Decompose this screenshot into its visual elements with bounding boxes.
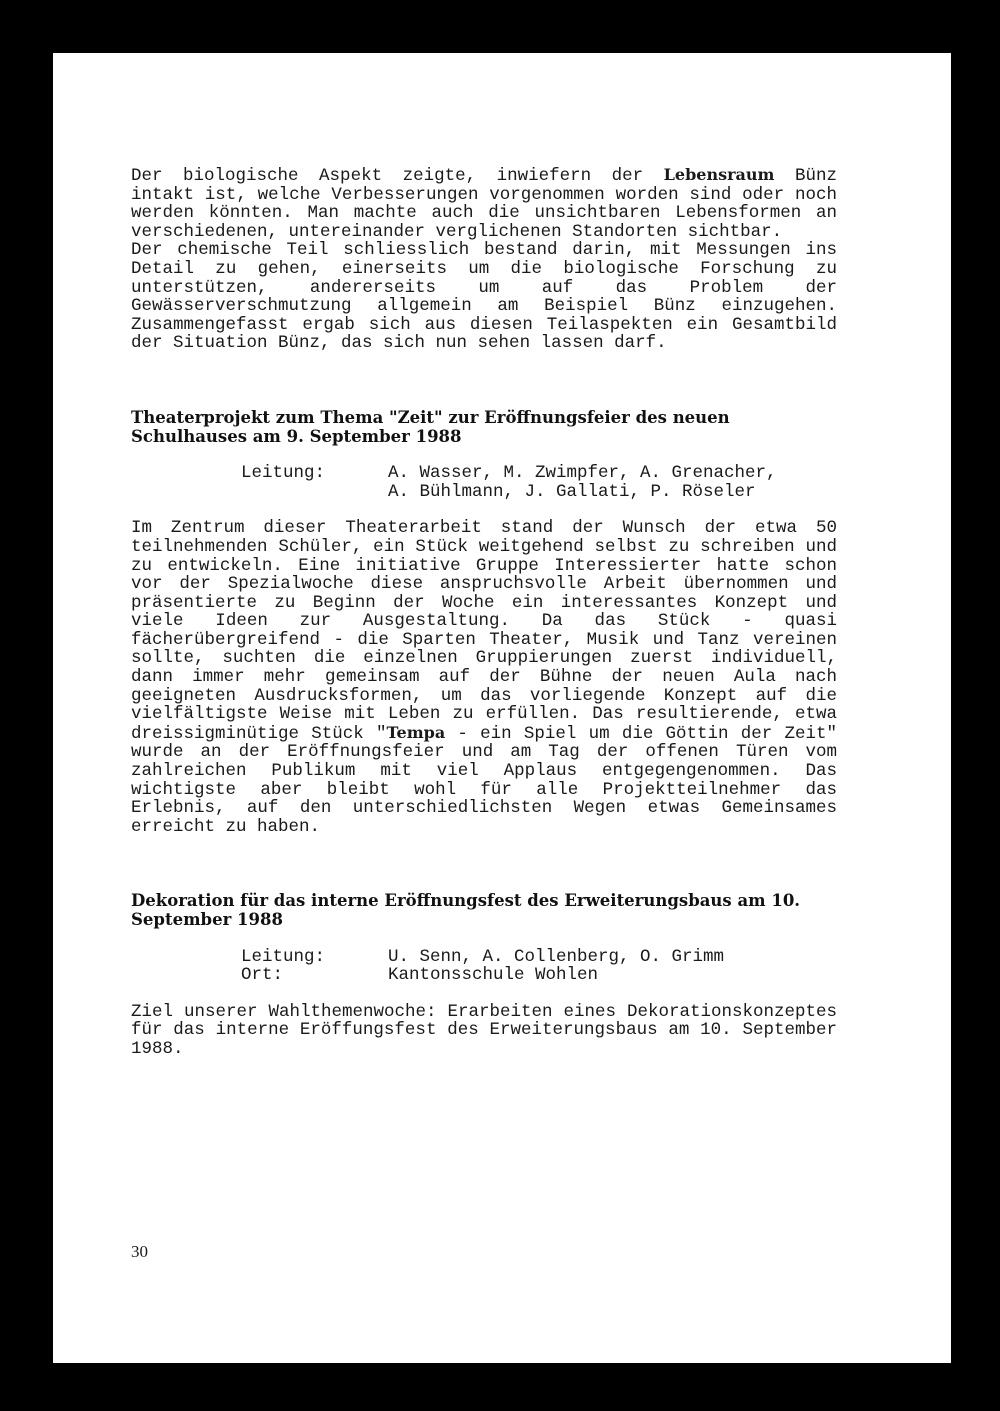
intro-paragraph-chemistry: Der chemische Teil schliesslich bestand darin, mit Messungen ins Detail zu gehen, einerseits um die biologische Forschung zu unterstützen, andererseits um auf das Problem der Gewässerverschmutzung allgemein am Beispiel Bünz einzugehen. Zusammengefasst ergab sich aus diesen Teilaspekten ein Gesamtbild der Situation Bünz, das sich nun sehen lassen darf. bbox=[131, 240, 837, 354]
intro-paragraph-biology bbox=[131, 166, 837, 241]
decoration-paragraph: Ziel unserer Wahlthemenwoche: Erarbeiten eines Dekorationskonzeptes für das interne Eröffungsfest des Erweiterungsbaus am 10. September 1988. bbox=[131, 1001, 837, 1059]
leitung-label: Leitung: bbox=[241, 946, 326, 967]
text-segment: Der biologische Aspekt zeigte, inwiefern der bbox=[131, 166, 664, 186]
leitung-value: A. Wasser, M. Zwimpfer, A. Grenacher, A. Bühlmann, J. Gallati, P. Röseler bbox=[388, 463, 777, 502]
decoration-meta bbox=[241, 948, 837, 985]
text-segment: Bünz intakt ist, welche Verbesserungen vorgenommen worden sind oder noch werden könnten. Man machte auch die unsichtbaren Lebensformen an verschiedenen, untereinander verglichenen Standorten sichtbar. bbox=[131, 166, 837, 242]
bold-term: Lebensraum bbox=[663, 165, 775, 184]
leitung-label: Leitung: bbox=[241, 463, 326, 484]
theater-paragraph bbox=[131, 519, 837, 836]
ort-value: Kantonsschule Wohlen bbox=[388, 965, 599, 986]
section-heading-decoration: Dekoration für das interne Eröffnungsfest des Erweiterungsbaus am 10. September 1988 bbox=[131, 891, 801, 929]
section-heading-theater: Theaterprojekt zum Thema "Zeit" zur Eröffnungsfeier des neuen Schulhauses am 9. September 1988 bbox=[131, 407, 730, 446]
spacer bbox=[131, 836, 837, 892]
page-content bbox=[131, 166, 837, 1059]
leitung-value: U. Senn, A. Collenberg, O. Grimm bbox=[388, 946, 725, 967]
page-number: 30 bbox=[131, 1242, 148, 1261]
text-segment: - ein Spiel um die Göttin der Zeit" wurde an der Eröffnungsfeier und am Tag der offenen Türen vom zahlreichen Publikum mit viel Applaus entgegengenommen. Das wichtigste aber bleibt wohl für alle Projektteilnehmer das Erlebnis, auf den unterschiedlichsten Wegen etwas Gemeinsames erreicht zu haben. bbox=[131, 723, 838, 837]
theater-meta bbox=[241, 464, 837, 501]
bold-title: Tempa bbox=[386, 722, 446, 742]
document-page bbox=[53, 53, 951, 1363]
ort-label: Ort: bbox=[241, 965, 284, 986]
text-segment: Im Zentrum dieser Theaterarbeit stand der Wunsch der etwa 50 teilnehmenden Schüler, ein Stück weitgehend selbst zu schreiben und zu entwickeln. Eine initiative Gruppe Interessierter hatte schon vor der Spezialwoche diese anspruchsvolle Arbeit übernommen und präsentierte zu Beginn der Woche ein interessantes Konzept und viele Ideen zur Ausgestaltung. Da das Stück - quasi fächerübergreifend - die Sparten Theater, Musik und Tanz vereinen sollte, suchten die einzelnen Gruppierungen zuerst individuell, dann immer mehr gemeinsam auf der Bühne der neuen Aula nach geeigneten Ausdrucksformen, um das vorliegende Konzept auf die vielfältigste Weise mit Leben zu erfüllen. Das resultierende, etwa dreissigminütige Stück " bbox=[131, 518, 837, 744]
spacer bbox=[131, 353, 837, 409]
